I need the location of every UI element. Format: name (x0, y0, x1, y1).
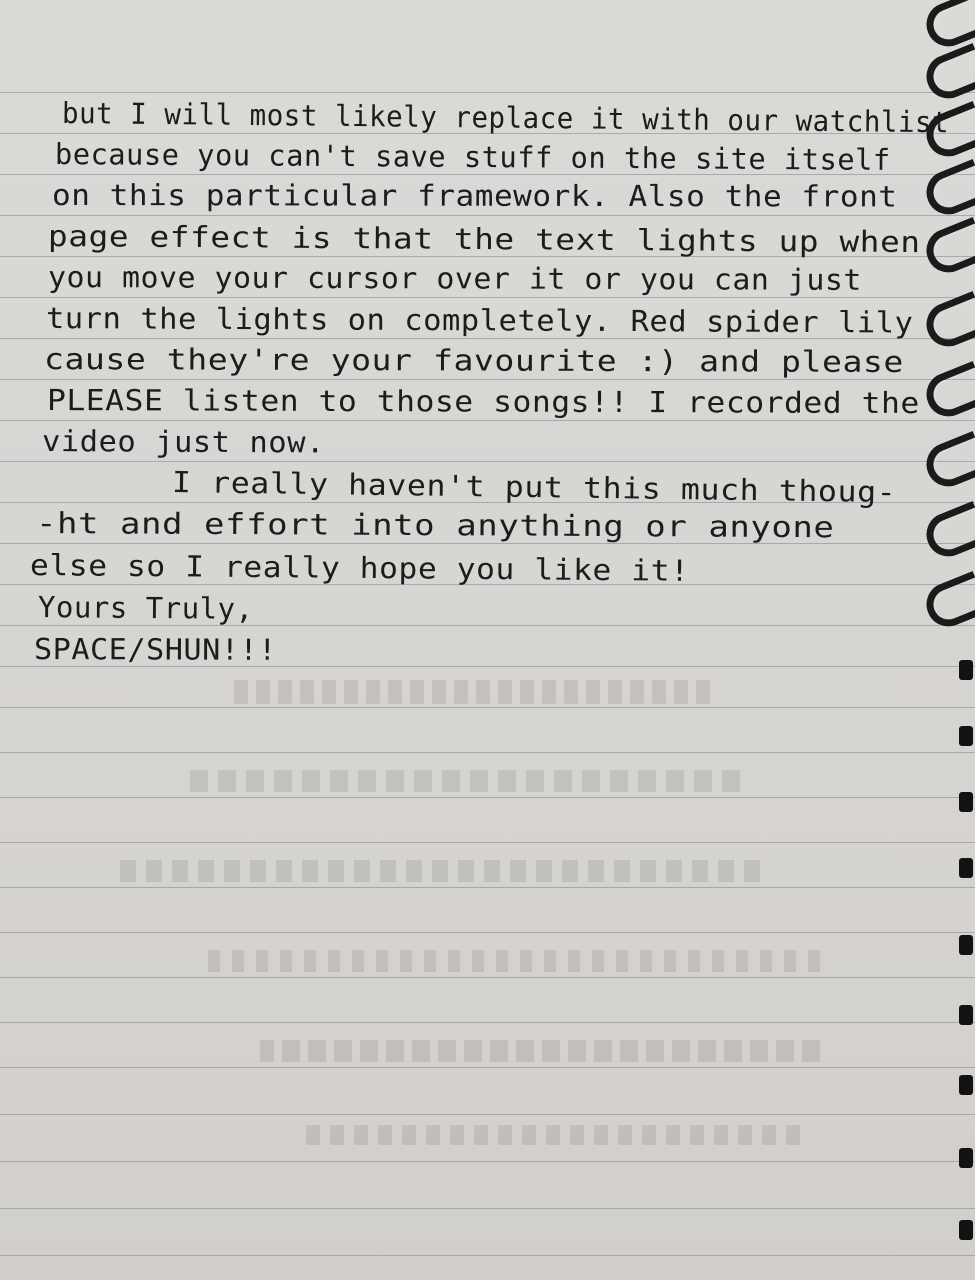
spiral-binding (915, 0, 975, 1280)
note-line: because you can't save stuff on the site itself (54, 137, 891, 177)
note-line: video just now. (41, 424, 325, 460)
note-line: turn the lights on completely. Red spider lily (45, 301, 914, 340)
note-line: on this particular framework. Also the front (51, 178, 898, 214)
note-line: I really haven't put this much thoug- (171, 465, 897, 510)
note-line: -ht and effort into anything or anyone (35, 506, 835, 545)
note-line: Yours Truly, (37, 590, 254, 626)
note-line: page effect is that the text lights up when (47, 219, 921, 260)
note-line: cause they're your favourite :) and please (43, 342, 904, 380)
note-line: SPACE/SHUN!!! (33, 632, 277, 667)
note-line: but I will most likely replace it with our watchlist (61, 96, 950, 140)
note-line: PLEASE listen to those songs!! I recorded the (46, 383, 920, 421)
note-line: else so I really hope you like it! (29, 548, 690, 588)
note-line: you move your cursor over it or you can just (47, 260, 862, 297)
